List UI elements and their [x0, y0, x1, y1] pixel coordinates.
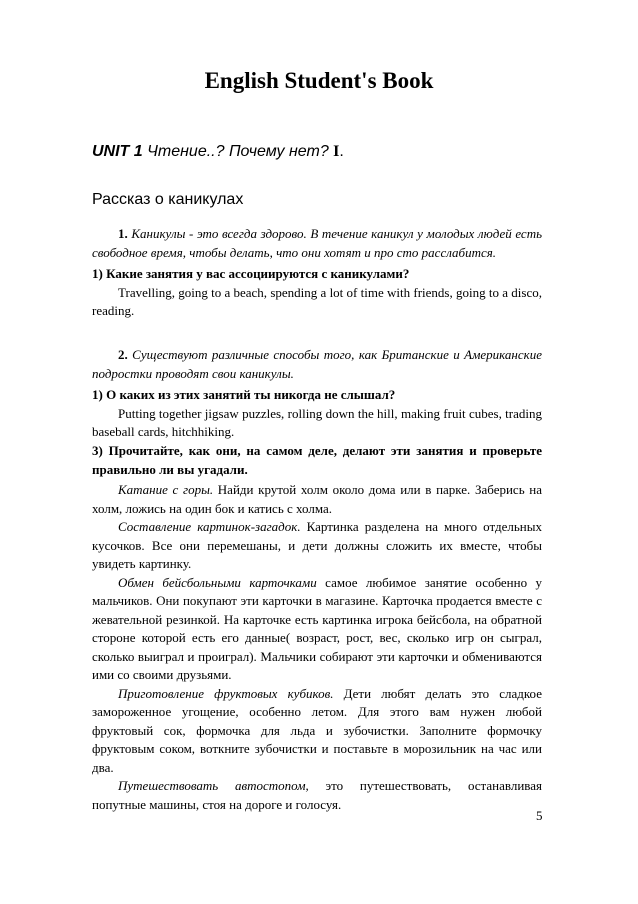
section-1-intro	[92, 225, 542, 262]
item-baseball-cards	[92, 574, 542, 685]
item-sledding	[92, 481, 542, 518]
section-2-number: 2.	[118, 347, 128, 362]
page-number: 5	[536, 808, 543, 823]
section-2-answer: Putting together jigsaw puzzles, rolling down the hill, making fruit cubes, trading baseball cards, hitchhiking.	[92, 405, 542, 439]
item-text: Картинка разделена на много отдельных кусочков. Все они перемешаны, и дети должны сложить их вместе, чтобы увидеть картинку.	[92, 519, 543, 571]
unit-heading	[92, 143, 344, 161]
item-term: Катание с горы.	[118, 482, 214, 497]
item-text: это путешествовать, останавливая попутные машины, стоя на дороге и голосуя.	[92, 778, 543, 812]
book-title: English Student's Book	[204, 68, 434, 93]
item-text: Найди крутой холм около дома или в парке. Заберись на холм, ложись на один бок и катись с холма.	[92, 482, 543, 516]
section-subtitle: Рассказ о каникулах	[92, 191, 244, 208]
section-1	[92, 225, 542, 321]
item-term: Составление картинок-загадок.	[118, 519, 301, 534]
unit-label: UNIT 1	[92, 143, 143, 160]
unit-topic: Чтение..? Почему нет?	[147, 143, 329, 160]
section-1-question: 1) Какие занятия у вас ассоциируются с каникулами?	[92, 266, 410, 281]
item-hitchhiking	[92, 777, 542, 814]
unit-period: .	[339, 143, 344, 160]
item-text: Дети любят делать это сладкое замороженное угощение, особенно летом. Для этого вам нужен любой фруктовый сок, формочка для льда и зубочистки. Заполните формочку фруктовым соком, воткните зубочистки и поставьте в морозильник на час или два.	[92, 685, 542, 775]
section-2-intro	[92, 346, 542, 383]
item-term: Приготовление фруктовых кубиков.	[118, 685, 334, 701]
section-1-text: Каникулы - это всегда здорово. В течение каникул у молодых людей есть свободное время, чтобы делать, что они хотят и про сто расслабится.	[92, 226, 543, 260]
section-1-answer: Travelling, going to a beach, spending a lot of time with friends, going to a disco, reading.	[92, 284, 542, 318]
section-3	[92, 442, 542, 814]
item-term: Путешествовать автостопом,	[118, 778, 309, 793]
section-2-text: Существуют различные способы того, как Британские и Американские подростки проводят свои каникулы.	[92, 347, 542, 381]
item-term: Обмен бейсбольными карточками	[118, 574, 317, 590]
section-2-question: 1) О каких из этих занятий ты никогда не слышал?	[92, 387, 396, 402]
unit-number: I	[333, 143, 340, 160]
item-text: самое любимое занятие особенно у мальчиков. Они покупают эти карточки в магазине. Карточка продается вместе с жевательной резинкой. На карточке есть картинка игрока бейсбола, на обратной стороне которой есть его данные( возраст, рост, вес, сколько игр он сыграл, сколько выиграл и проиграл). Мальчики собирают эти карточки и обмениваются ими со своими друзьями.	[92, 574, 542, 682]
item-puzzles	[92, 518, 542, 574]
section-2	[92, 346, 542, 442]
item-fruit-cubes	[92, 685, 542, 778]
section-3-question: 3) Прочитайте, как они, на самом деле, делают эти занятия и проверьте правильно ли вы угадали.	[92, 443, 542, 477]
section-1-number: 1.	[118, 226, 128, 241]
